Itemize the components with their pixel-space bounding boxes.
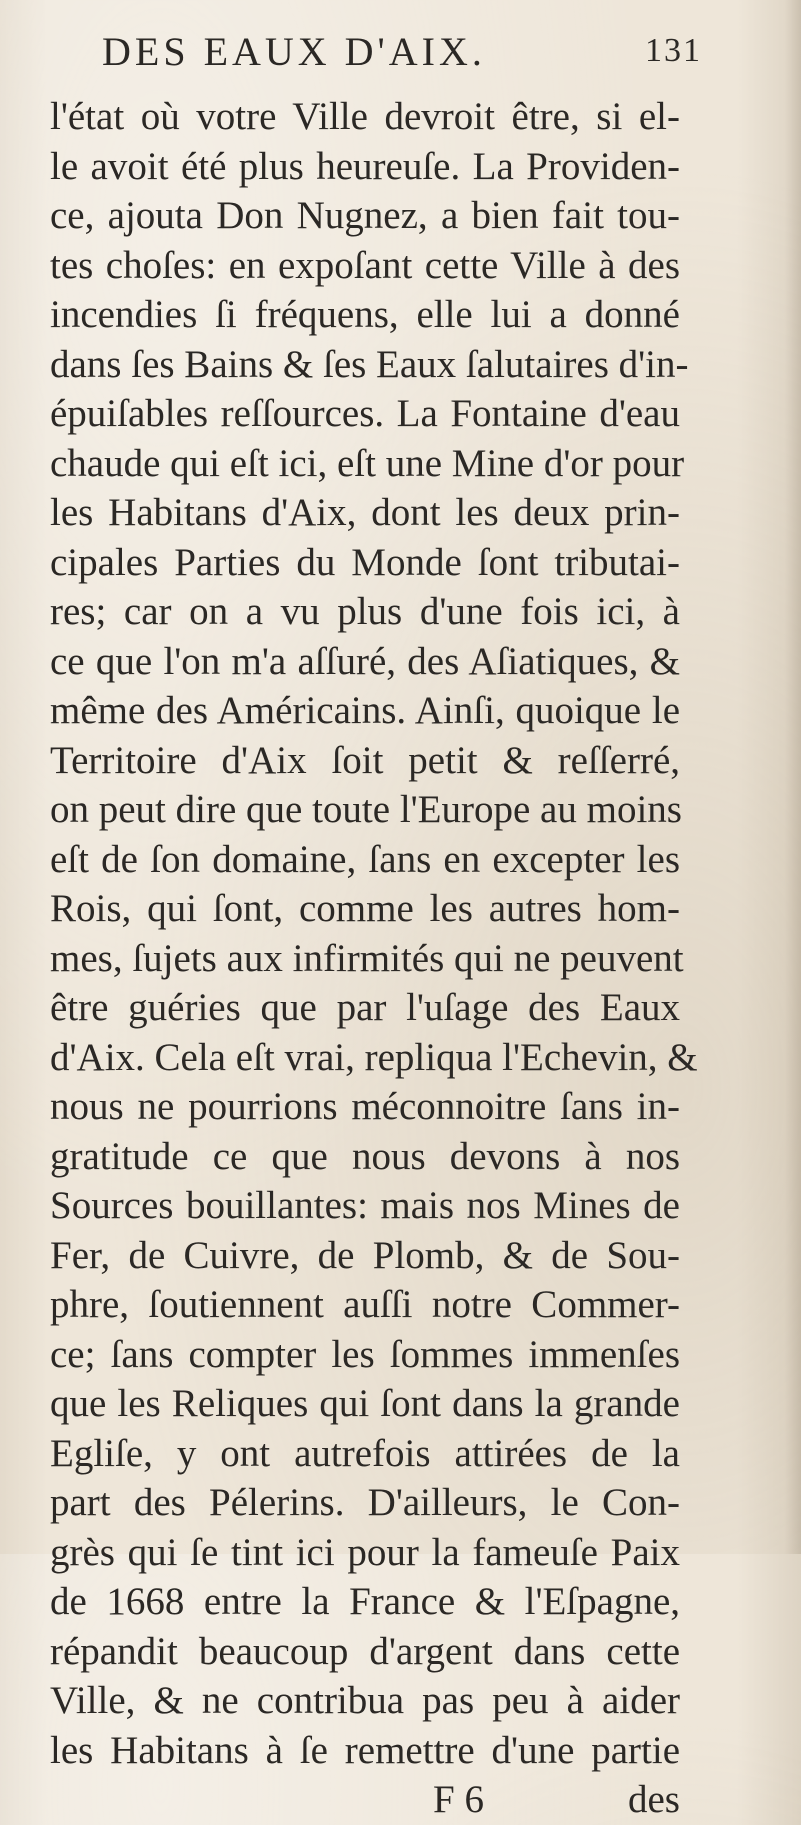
catchword: des — [628, 1778, 680, 1821]
text-line: dans ſes Bains & ſes Eaux ſalutaires d'in- — [50, 342, 689, 386]
text-line: être guéries que par l'uſage des Eaux — [50, 986, 680, 1029]
text-line: de 1668 entre la France & l'Eſpagne, — [50, 1580, 680, 1623]
text-line: les Habitans d'Aix, dont les deux prin- — [50, 491, 680, 534]
text-line: cipales Parties du Monde ſont tributai- — [50, 540, 680, 584]
footer-line — [50, 1775, 680, 1825]
text-line: eſt de ſon domaine, ſans en excepter les — [50, 837, 680, 881]
text-line: l'état où votre Ville devroit être, si el- — [50, 95, 680, 138]
text-line: ce que l'on m'a aſſuré, des Aſiatiques, & — [50, 639, 680, 683]
text-line: ce, ajouta Don Nugnez, a bien fait tou- — [50, 194, 680, 237]
page-number: 131 — [645, 32, 702, 69]
text-line: d'Aix. Cela eſt vrai, repliqua l'Echevin, & — [50, 1035, 698, 1079]
signature-mark: F 6 — [433, 1778, 484, 1821]
text-line: gratitude ce que nous devons à nos — [50, 1134, 680, 1178]
body-text — [50, 92, 698, 1825]
text-line: mes, ſujets aux infirmités qui ne peuvent — [50, 936, 684, 980]
text-line: chaude qui eſt ici, eſt une Mine d'or pour — [50, 441, 685, 485]
text-line: les Habitans à ſe remettre d'une partie — [50, 1728, 680, 1772]
text-line: phre, ſoutiennent auſſi notre Commer- — [50, 1283, 680, 1326]
text-line: que les Reliques qui ſont dans la grande — [50, 1382, 680, 1425]
text-line: on peut dire que toute l'Europe au moins — [50, 788, 682, 831]
text-line: Egliſe, y ont autrefois attirées de la — [50, 1431, 680, 1475]
page-edge-shadow — [785, 0, 801, 1554]
text-line: Ville, & ne contribua pas peu à aider — [50, 1679, 680, 1722]
running-head — [102, 28, 702, 78]
text-line: nous ne pourrions méconnoitre ſans in- — [50, 1085, 680, 1128]
text-line: grès qui ſe tint ici pour la fameuſe Paix — [50, 1530, 680, 1574]
text-line: res; car on a vu plus d'une fois ici, à — [50, 590, 680, 633]
text-line: part des Pélerins. D'ailleurs, le Con- — [50, 1481, 680, 1524]
text-line: tes choſes: en expoſant cette Ville à des — [50, 243, 680, 287]
text-line: le avoit été plus heureuſe. La Providen- — [50, 144, 680, 188]
text-line: même des Américains. Ainſi, quoique le — [50, 689, 680, 732]
text-line: ce; ſans compter les ſommes immenſes — [50, 1332, 680, 1376]
running-title: DES EAUX D'AIX. — [102, 29, 486, 74]
text-line: répandit beaucoup d'argent dans cette — [50, 1629, 680, 1673]
text-line: Rois, qui ſont, comme les autres hom- — [50, 887, 680, 930]
text-line: épuiſables reſſources. La Fontaine d'eau — [50, 392, 680, 435]
text-line: Fer, de Cuivre, de Plomb, & de Sou- — [50, 1233, 680, 1277]
text-line: incendies ſi fréquens, elle lui a donné — [50, 293, 680, 336]
text-line: Sources bouillantes: mais nos Mines de — [50, 1184, 680, 1227]
text-line: Territoire d'Aix ſoit petit & reſſerré, — [50, 738, 680, 782]
